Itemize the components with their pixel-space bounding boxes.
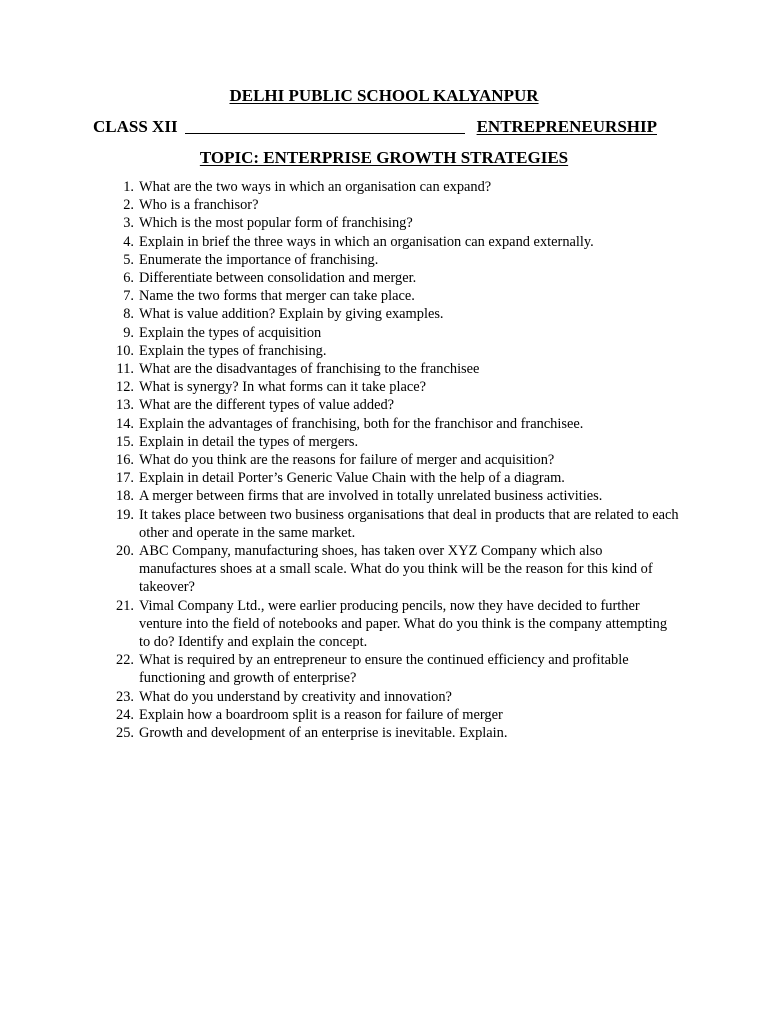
question-item: [0, 214, 768, 232]
question-text: Explain how a boardroom split is a reason for failure of merger: [139, 706, 503, 723]
question-text: Explain in detail the types of mergers.: [139, 433, 359, 450]
question-text: Differentiate between consolidation and merger.: [139, 270, 417, 287]
question-number: 15.: [116, 433, 134, 450]
question-item: [0, 542, 768, 597]
question-item: [0, 196, 768, 214]
question-number: 22.: [116, 652, 134, 669]
question-text: What is value addition? Explain by giving examples.: [139, 306, 444, 323]
question-text: Which is the most popular form of franchising?: [139, 215, 413, 232]
question-item: [0, 688, 768, 706]
question-text: What are the different types of value added?: [139, 397, 395, 414]
question-number: 11.: [116, 361, 134, 378]
question-number: 20.: [116, 543, 134, 560]
question-item: [0, 597, 768, 652]
question-item: [0, 287, 768, 305]
question-number: 3.: [123, 215, 134, 232]
question-number: 8.: [123, 306, 134, 323]
question-text: A merger between firms that are involved in totally unrelated business activities.: [139, 488, 603, 505]
subject-label: ENTREPRENEURSHIP: [476, 117, 657, 136]
question-item: [0, 433, 768, 451]
question-number: 5.: [123, 251, 134, 268]
question-text: What is required by an entrepreneur to ensure the continued efficiency and profitable functioning and growth of enterprise?: [139, 652, 629, 687]
question-number: 12.: [116, 379, 134, 396]
question-item: [0, 342, 768, 360]
question-number: 9.: [123, 324, 134, 341]
question-item: [0, 360, 768, 378]
question-text: What are the two ways in which an organisation can expand?: [139, 179, 492, 195]
question-text: Vimal Company Ltd., were earlier producing pencils, now they have decided to further venture into the field of notebooks and paper. What do you think is the company attempting to do? Identify and explain the concept.: [139, 597, 668, 651]
question-item: [0, 451, 768, 469]
question-number: 17.: [116, 470, 134, 487]
question-text: Explain in brief the three ways in which an organisation can expand externally.: [139, 233, 594, 250]
question-item: [0, 269, 768, 287]
question-item: [0, 415, 768, 433]
question-number: 18.: [116, 488, 134, 505]
question-text: Explain the types of acquisition: [139, 324, 322, 341]
question-item: [0, 378, 768, 396]
question-number: 1.: [123, 179, 134, 195]
question-number: 7.: [123, 288, 134, 305]
question-item: [0, 396, 768, 414]
question-item: [0, 724, 768, 742]
question-text: Explain the types of franchising.: [139, 342, 327, 359]
question-text: Explain in detail Porter’s Generic Value Chain with the help of a diagram.: [139, 470, 565, 487]
question-text: What do you think are the reasons for failure of merger and acquisition?: [139, 452, 555, 469]
class-label: CLASS XII: [93, 117, 178, 136]
question-text: Who is a franchisor?: [139, 197, 259, 214]
question-number: 25.: [116, 725, 134, 742]
question-number: 14.: [116, 415, 134, 432]
question-text: What do you understand by creativity and innovation?: [139, 688, 452, 705]
school-name: DELHI PUBLIC SCHOOL KALYANPUR: [229, 86, 539, 105]
question-number: 6.: [123, 270, 134, 287]
question-number: 13.: [116, 397, 134, 414]
question-text: ABC Company, manufacturing shoes, has taken over XYZ Company which also manufactures shoes at a small scale. What do you think will be the reason for this kind of takeover?: [139, 543, 653, 596]
question-item: [0, 233, 768, 251]
question-item: [0, 706, 768, 724]
question-number: 10.: [116, 342, 134, 359]
question-number: 19.: [116, 506, 134, 523]
question-item: [0, 469, 768, 487]
question-item: [0, 251, 768, 269]
question-number: 23.: [116, 688, 134, 705]
topic-title: TOPIC: ENTERPRISE GROWTH STRATEGIES: [199, 148, 569, 167]
question-number: 2.: [123, 197, 134, 214]
question-text: What are the disadvantages of franchising to the franchisee: [139, 361, 480, 378]
question-number: 4.: [123, 233, 134, 250]
class-subject-line: [93, 117, 657, 139]
question-item: [0, 651, 768, 687]
question-text: Enumerate the importance of franchising.: [139, 251, 379, 268]
question-text: What is synergy? In what forms can it take place?: [139, 379, 427, 396]
question-list: [0, 178, 768, 742]
question-number: 16.: [116, 452, 134, 469]
question-item: [0, 324, 768, 342]
question-item: [0, 305, 768, 323]
question-text: It takes place between two business organisations that deal in products that are related to each other and operate in the same market.: [139, 506, 679, 541]
underline-rule: [185, 133, 465, 134]
question-item: [0, 487, 768, 505]
question-text: Name the two forms that merger can take place.: [139, 288, 415, 305]
question-item: [0, 178, 768, 196]
question-item: [0, 506, 768, 542]
question-text: Growth and development of an enterprise is inevitable. Explain.: [139, 725, 508, 742]
question-text: Explain the advantages of franchising, both for the franchisor and franchisee.: [139, 415, 584, 432]
question-number: 21.: [116, 597, 134, 614]
question-number: 24.: [116, 706, 134, 723]
